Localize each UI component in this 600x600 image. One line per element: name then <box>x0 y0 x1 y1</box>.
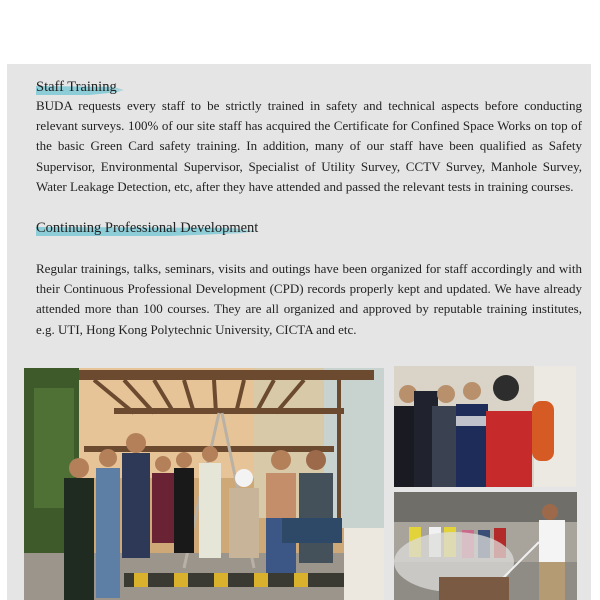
cpd-paragraph: Regular trainings, talks, seminars, visits and outings have been organized for staff accordingly and with their Continuous Professional Development (CPD) records properly kept and updated. We have already attended more than 100 courses. They are all organized and approved by reputable training institutes, e.g. UTI, Hong Kong Polytechnic University, CICTA and etc. <box>36 261 582 337</box>
breathing-apparatus-photo <box>394 366 576 487</box>
staff-training-paragraph: BUDA requests every staff to be strictly trained in safety and technical aspects before conducting relevant surveys. 100% of our site staff has acquired the Certificate for Confined Space Works on top of the basic Green Card safety training. In addition, many of our staff have been qualified as Safety Supervisor, Environmental Supervisor, Specialist of Utility Survey, CCTV Survey, Manhole Survey, Water Leakage Detection, etc, after they have attended and passed the relevant tests in training courses. <box>36 98 582 194</box>
staff-training-heading <box>36 78 117 96</box>
fire-extinguisher-drill-photo <box>394 492 577 600</box>
heading-text: Staff Training <box>36 79 117 95</box>
cpd-heading <box>36 219 258 237</box>
group-training-photo <box>24 368 384 600</box>
heading-text: Continuing Professional Development <box>36 220 259 236</box>
